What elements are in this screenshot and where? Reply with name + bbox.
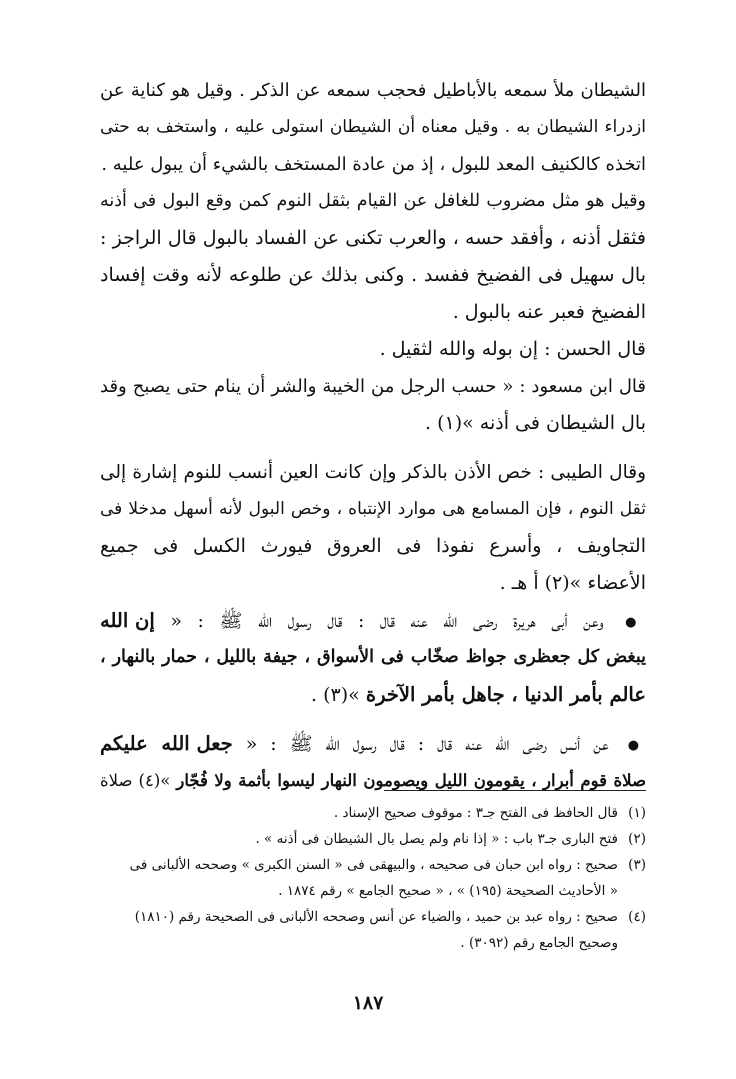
footnote bbox=[100, 904, 646, 930]
hadith-2-text: صلاة قوم أبرار ، يقومون الليل ويصومون النهار ليسوا بأثمة ولا فُجّار bbox=[176, 771, 646, 790]
footnote-number: (٤) bbox=[628, 909, 646, 925]
text-line: ثقل النوم ، فإن المسامع هى موارد الإنتباه ، وخص البول لأنه أسهل مدخلا فى bbox=[100, 499, 646, 519]
hadith-2-line bbox=[100, 725, 646, 762]
text-line: بال الشيطان فى أذنه »(١) . bbox=[424, 412, 646, 434]
footnote-continuation bbox=[100, 878, 646, 904]
footnote bbox=[100, 800, 646, 826]
footnote-text: « الأحاديث الصحيحة (١٩٥) » ، « صحيح الجامع » رقم ١٨٧٤ . bbox=[278, 883, 618, 899]
footnote-text: فتح البارى جـ٣ باب : « إذا نام ولم يصل بال الشيطان فى أذنه » . bbox=[255, 831, 618, 847]
hadith-1-text: يبغض كل جعظرى جواظ صخّاب فى الأسواق ، جيفة بالليل ، حمار بالنهار ، bbox=[100, 647, 646, 667]
hadith-2-end-line bbox=[100, 762, 646, 799]
footnote-divider bbox=[384, 790, 646, 791]
hadith-1-line bbox=[100, 602, 646, 639]
footnote-continuation bbox=[100, 930, 646, 956]
text-line: وقيل هو مثل مضروب للغافل عن القيام بثقل النوم كمن وقع البول فى أذنه bbox=[100, 191, 646, 211]
hadith-2-intro: عن أنس رضى الله عنه قال : قال رسول الله ﷺ : « bbox=[245, 733, 609, 755]
text-line: الأعضاء »(٢) أ هـ . bbox=[499, 572, 646, 594]
footnote bbox=[100, 826, 646, 852]
text-line: الفضيخ فعبر عنه بالبول . bbox=[452, 301, 646, 323]
main-text bbox=[100, 72, 646, 799]
text-line: قال ابن مسعود : « حسب الرجل من الخيبة والشر أن ينام حتى يصبح وقد bbox=[100, 376, 646, 397]
hasan-quote: قال الحسن : إن بوله والله لثقيل . bbox=[379, 338, 646, 360]
footnote-text: صحيح : رواه ابن حبان فى صحيحه ، والبيهقى فى « السنن الكبرى » وصححه الألبانى فى bbox=[129, 857, 618, 873]
text-line: فثقل أذنه ، وأفقد حسه ، والعرب تكنى عن الفساد بالبول قال الراجز : bbox=[100, 227, 646, 249]
footnote-text: صحيح : رواه عبد بن حميد ، والضياء عن أنس وصححه الألبانى فى الصحيحة رقم (١٨١٠) bbox=[134, 909, 618, 925]
bullet-icon: ● bbox=[625, 614, 646, 630]
footnote-text: وصحيح الجامع رقم (٣٠٩٢) . bbox=[460, 935, 618, 951]
hadith-2-start: جعل الله عليكم bbox=[100, 732, 233, 755]
text-line: اتخذه كالكنيف المعد للبول ، إذ من عادة المستخف بالشيء أن يبول عليه . bbox=[101, 154, 646, 175]
hadith-1-ref: »(٣) . bbox=[311, 684, 360, 706]
footnote-text: قال الحافظ فى الفتح جـ٣ : موقوف صحيح الإسناد . bbox=[333, 805, 618, 821]
text-line: التجاويف ، وأسرع نفوذا فى العروق فيورث الكسل فى جميع bbox=[100, 535, 646, 557]
text-line: وقال الطيبى : خص الأذن بالذكر وإن كانت العين أنسب للنوم إشارة إلى bbox=[100, 462, 646, 483]
footnote-number: (٣) bbox=[628, 857, 646, 873]
text-line: بال سهيل فى الفضيخ ففسد . وكنى بذلك عن طلوعه لأنه وقت إفساد bbox=[100, 264, 646, 286]
footnote bbox=[100, 852, 646, 878]
footnote-number: (٢) bbox=[628, 831, 646, 847]
hadith-1-intro: وعن أبى هريرة رضى الله عنه قال : قال رسول الله ﷺ : « bbox=[170, 610, 604, 632]
page-number: ١٨٧ bbox=[352, 992, 384, 1014]
footnotes bbox=[100, 800, 646, 956]
text-line: ازدراء الشيطان به . وقيل معناه أن الشيطان استولى عليه ، واستخف به حتى bbox=[100, 117, 646, 137]
bullet-icon: ● bbox=[627, 737, 646, 753]
text-line: الشيطان ملأ سمعه بالأباطيل فحجب سمعه عن الذكر . وقيل هو كناية عن bbox=[100, 80, 646, 101]
hadith-1-text-end: عالم بأمر الدنيا ، جاهل بأمر الآخرة bbox=[365, 683, 646, 706]
hadith-1-end-line bbox=[100, 676, 646, 713]
footnote-number: (١) bbox=[628, 805, 646, 821]
hadith-2-ref: »(٤) صلاة bbox=[100, 771, 171, 790]
hadith-1-start: إن الله bbox=[100, 609, 155, 632]
